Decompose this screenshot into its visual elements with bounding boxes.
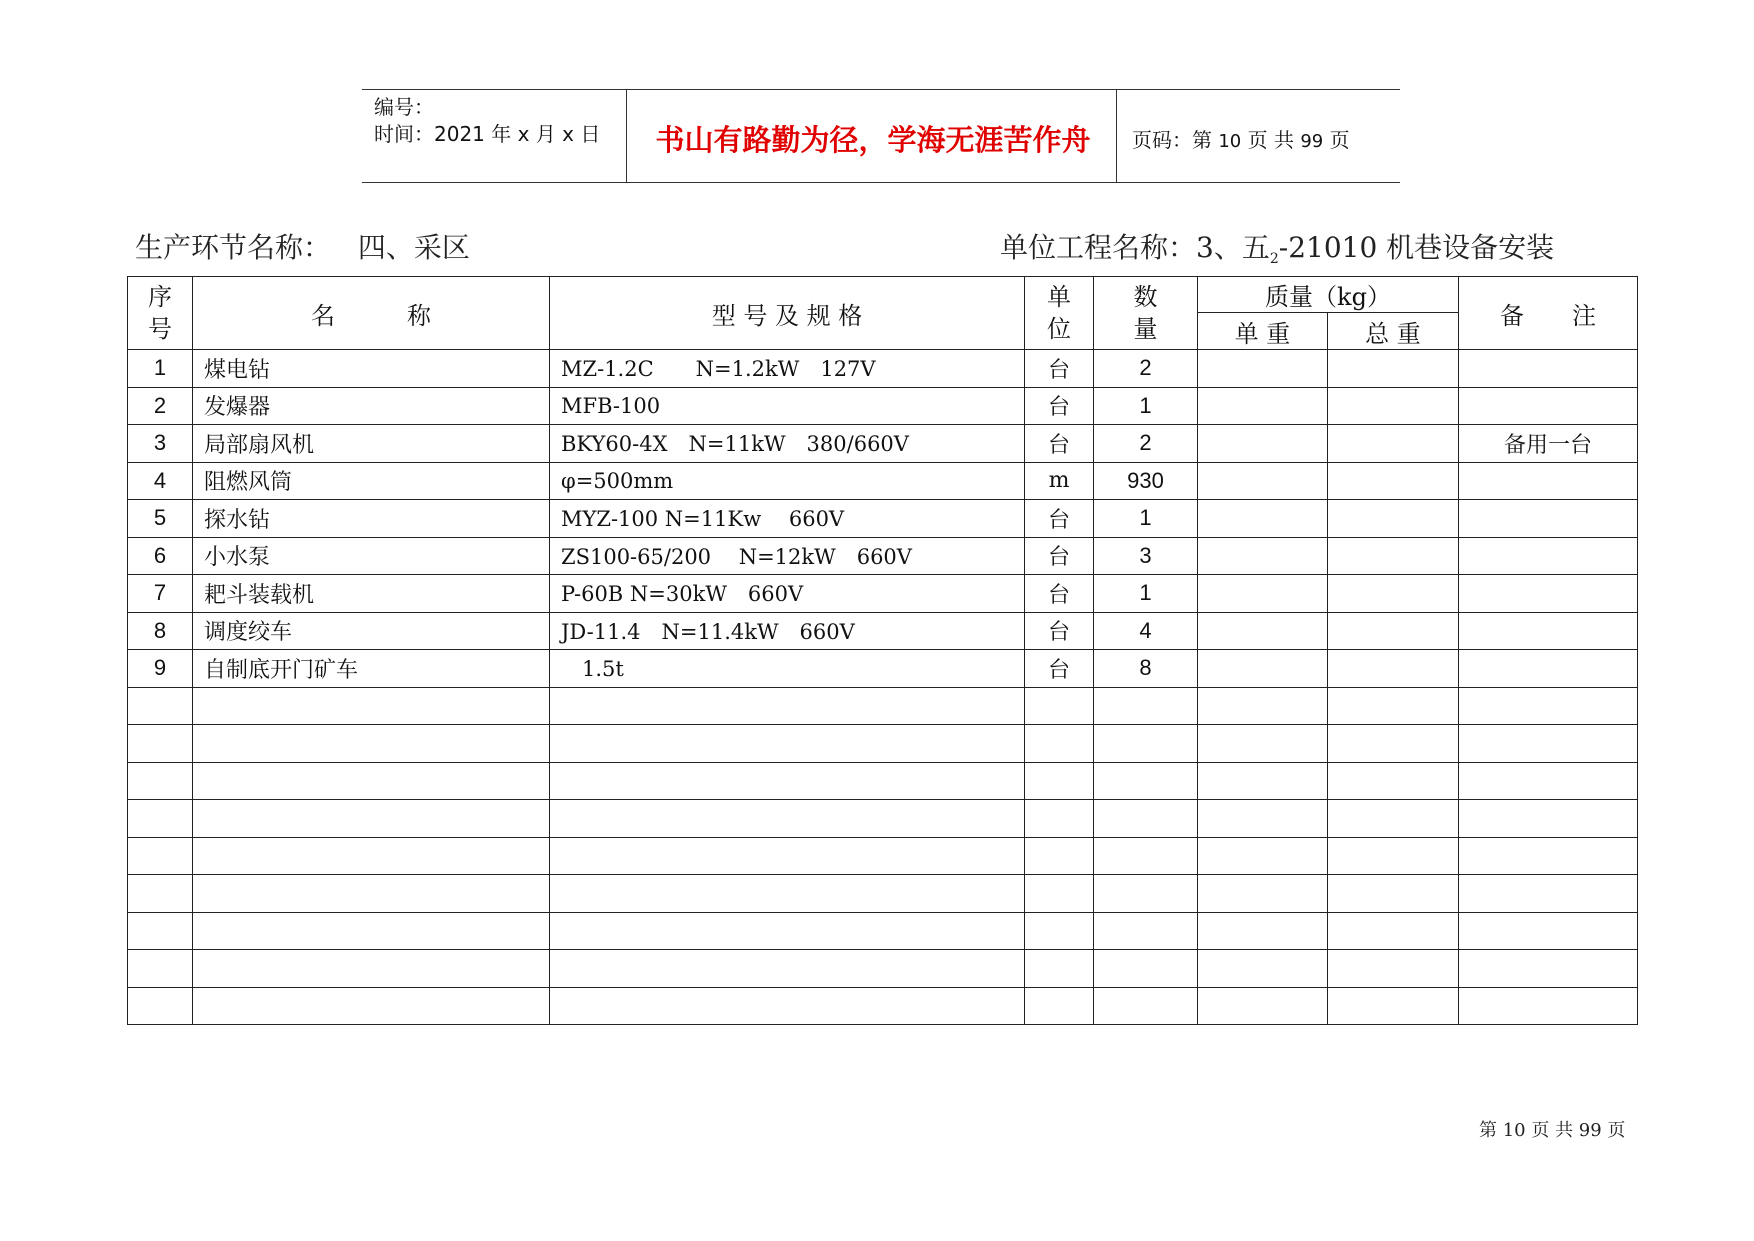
cell-remark <box>1459 537 1638 575</box>
cell-seq <box>128 950 193 988</box>
cell-name: 局部扇风机 <box>193 425 550 463</box>
cell-unit-weight <box>1198 425 1328 463</box>
cell-name <box>193 725 550 763</box>
page-current: 10 <box>1218 131 1242 152</box>
header-qty <box>1094 277 1198 350</box>
cell-name <box>193 950 550 988</box>
table-header-row <box>128 277 1638 313</box>
cell-unit-weight <box>1198 800 1328 838</box>
cell-seq <box>128 687 193 725</box>
cell-unit-weight <box>1198 500 1328 538</box>
cell-name <box>193 800 550 838</box>
cell-unit-weight <box>1198 575 1328 613</box>
header-unit-line2: 位 <box>1047 315 1071 343</box>
cell-total-weight <box>1328 575 1459 613</box>
cell-seq <box>128 762 193 800</box>
cell-remark <box>1459 762 1638 800</box>
unit-rest: -21010 机巷设备安装 <box>1278 231 1555 264</box>
cell-unit-weight <box>1198 537 1328 575</box>
cell-remark <box>1459 687 1638 725</box>
cell-seq <box>128 725 193 763</box>
header-unit-weight: 单 重 <box>1198 313 1328 350</box>
cell-name: 耙斗装载机 <box>193 575 550 613</box>
page-total: 99 <box>1300 131 1324 152</box>
cell-seq <box>128 837 193 875</box>
table-row <box>128 762 1638 800</box>
cell-qty: 2 <box>1094 425 1198 463</box>
cell-remark <box>1459 950 1638 988</box>
cell-seq: 6 <box>128 537 193 575</box>
cell-total-weight <box>1328 800 1459 838</box>
cell-unit: m <box>1025 462 1094 500</box>
cell-name <box>193 912 550 950</box>
table-row <box>128 387 1638 425</box>
cell-total-weight <box>1328 350 1459 388</box>
cell-total-weight <box>1328 425 1459 463</box>
cell-seq: 5 <box>128 500 193 538</box>
table-row <box>128 612 1638 650</box>
cell-qty <box>1094 800 1198 838</box>
cell-remark <box>1459 575 1638 613</box>
cell-name <box>193 987 550 1025</box>
cell-unit: 台 <box>1025 387 1094 425</box>
cell-spec: φ=500mm <box>550 462 1025 500</box>
cell-seq: 1 <box>128 350 193 388</box>
cell-unit-weight <box>1198 687 1328 725</box>
cell-unit-weight <box>1198 387 1328 425</box>
header-remark: 备 注 <box>1459 277 1638 350</box>
cell-unit-weight <box>1198 762 1328 800</box>
cell-total-weight <box>1328 687 1459 725</box>
cell-unit-weight <box>1198 950 1328 988</box>
cell-total-weight <box>1328 837 1459 875</box>
cell-unit <box>1025 875 1094 913</box>
cell-qty: 930 <box>1094 462 1198 500</box>
cell-name <box>193 762 550 800</box>
cell-unit <box>1025 725 1094 763</box>
cell-spec: MYZ-100 N=11Kw 660V <box>550 500 1025 538</box>
page-footer: 第 10 页 共 99 页 <box>1479 1120 1626 1141</box>
table-row <box>128 500 1638 538</box>
table-row <box>128 350 1638 388</box>
cell-qty <box>1094 687 1198 725</box>
cell-seq: 7 <box>128 575 193 613</box>
cell-seq <box>128 912 193 950</box>
cell-spec <box>550 875 1025 913</box>
cell-spec <box>550 687 1025 725</box>
header-total-weight: 总 重 <box>1328 313 1459 350</box>
slogan: 书山有路勤为径，学海无涯苦作舟 <box>655 123 1091 157</box>
cell-name: 发爆器 <box>193 387 550 425</box>
cell-seq <box>128 800 193 838</box>
cell-spec: 1.5t <box>550 650 1025 688</box>
cell-total-weight <box>1328 762 1459 800</box>
cell-qty <box>1094 875 1198 913</box>
cell-total-weight <box>1328 987 1459 1025</box>
cell-unit <box>1025 800 1094 838</box>
cell-qty <box>1094 725 1198 763</box>
cell-unit: 台 <box>1025 575 1094 613</box>
cell-unit-weight <box>1198 987 1328 1025</box>
header-seq-line2: 号 <box>148 315 172 343</box>
cell-name: 煤电钻 <box>193 350 550 388</box>
cell-name: 探水钻 <box>193 500 550 538</box>
header-unit-line1: 单 <box>1047 283 1071 311</box>
header-spec: 型 号 及 规 格 <box>550 277 1025 350</box>
header-qty-line1: 数 <box>1133 283 1158 311</box>
cell-qty: 2 <box>1094 350 1198 388</box>
cell-spec <box>550 912 1025 950</box>
cell-seq: 2 <box>128 387 193 425</box>
cell-name <box>193 875 550 913</box>
header-seq <box>128 277 193 350</box>
cell-spec: P-60B N=30kW 660V <box>550 575 1025 613</box>
cell-unit-weight <box>1198 612 1328 650</box>
cell-total-weight <box>1328 725 1459 763</box>
cell-remark <box>1459 912 1638 950</box>
cell-remark <box>1459 462 1638 500</box>
cell-seq: 9 <box>128 650 193 688</box>
cell-remark <box>1459 500 1638 538</box>
cell-spec <box>550 725 1025 763</box>
cell-name: 自制底开门矿车 <box>193 650 550 688</box>
date-label: 时间：2021 年 x 月 x 日 <box>374 122 601 146</box>
cell-spec: ZS100-65/200 N=12kW 660V <box>550 537 1025 575</box>
cell-seq: 3 <box>128 425 193 463</box>
process-title <box>135 226 470 266</box>
cell-unit-weight <box>1198 725 1328 763</box>
cell-remark <box>1459 725 1638 763</box>
cell-spec: JD-11.4 N=11.4kW 660V <box>550 612 1025 650</box>
cell-unit: 台 <box>1025 537 1094 575</box>
header-divider <box>626 90 627 182</box>
cell-spec <box>550 800 1025 838</box>
cell-spec <box>550 987 1025 1025</box>
process-value: 四、采区 <box>357 231 470 264</box>
cell-remark <box>1459 650 1638 688</box>
cell-qty: 3 <box>1094 537 1198 575</box>
cell-total-weight <box>1328 387 1459 425</box>
cell-qty: 1 <box>1094 387 1198 425</box>
header-qty-line2: 量 <box>1133 315 1158 343</box>
equipment-table <box>127 276 1638 1025</box>
unit-project-title <box>1000 226 1554 267</box>
cell-remark <box>1459 612 1638 650</box>
table-row <box>128 575 1638 613</box>
table-row <box>128 987 1638 1025</box>
cell-qty <box>1094 762 1198 800</box>
cell-unit <box>1025 950 1094 988</box>
cell-qty <box>1094 837 1198 875</box>
cell-unit-weight <box>1198 350 1328 388</box>
cell-qty: 1 <box>1094 575 1198 613</box>
cell-remark <box>1459 837 1638 875</box>
cell-remark <box>1459 350 1638 388</box>
cell-name: 阻燃风筒 <box>193 462 550 500</box>
table-row <box>128 462 1638 500</box>
page-info <box>1132 124 1350 153</box>
table-row <box>128 537 1638 575</box>
table-row <box>128 912 1638 950</box>
cell-name: 调度绞车 <box>193 612 550 650</box>
cell-unit <box>1025 837 1094 875</box>
cell-spec: MZ-1.2C N=1.2kW 127V <box>550 350 1025 388</box>
cell-unit <box>1025 762 1094 800</box>
cell-total-weight <box>1328 537 1459 575</box>
cell-qty <box>1094 912 1198 950</box>
cell-unit: 台 <box>1025 650 1094 688</box>
cell-seq <box>128 875 193 913</box>
page-info-mid: 页 共 <box>1247 128 1294 152</box>
cell-remark <box>1459 987 1638 1025</box>
cell-unit-weight <box>1198 650 1328 688</box>
cell-seq: 8 <box>128 612 193 650</box>
cell-qty <box>1094 987 1198 1025</box>
page-info-prefix: 页码：第 <box>1132 128 1212 152</box>
cell-name <box>193 687 550 725</box>
table-row <box>128 800 1638 838</box>
cell-seq <box>128 987 193 1025</box>
cell-total-weight <box>1328 950 1459 988</box>
cell-total-weight <box>1328 462 1459 500</box>
header-unit <box>1025 277 1094 350</box>
cell-total-weight <box>1328 650 1459 688</box>
cell-unit-weight <box>1198 837 1328 875</box>
header-meta <box>374 94 600 148</box>
table-row <box>128 725 1638 763</box>
cell-remark: 备用一台 <box>1459 425 1638 463</box>
header-name: 名 称 <box>193 277 550 350</box>
header-seq-line1: 序 <box>148 283 172 311</box>
table-row <box>128 875 1638 913</box>
cell-remark <box>1459 387 1638 425</box>
cell-qty: 1 <box>1094 500 1198 538</box>
cell-unit-weight <box>1198 912 1328 950</box>
cell-remark <box>1459 800 1638 838</box>
cell-qty: 8 <box>1094 650 1198 688</box>
process-label: 生产环节名称： <box>135 231 332 264</box>
unit-subscript: 2 <box>1269 251 1279 267</box>
unit-label: 单位工程名称：3、五 <box>1000 231 1270 264</box>
table-row <box>128 425 1638 463</box>
cell-unit <box>1025 912 1094 950</box>
table-row <box>128 950 1638 988</box>
cell-unit: 台 <box>1025 612 1094 650</box>
cell-spec <box>550 762 1025 800</box>
cell-remark <box>1459 875 1638 913</box>
cell-unit: 台 <box>1025 500 1094 538</box>
cell-qty <box>1094 950 1198 988</box>
cell-spec <box>550 950 1025 988</box>
cell-unit: 台 <box>1025 350 1094 388</box>
table-row <box>128 837 1638 875</box>
cell-qty: 4 <box>1094 612 1198 650</box>
cell-spec: BKY60-4X N=11kW 380/660V <box>550 425 1025 463</box>
cell-spec <box>550 837 1025 875</box>
cell-spec: MFB-100 <box>550 387 1025 425</box>
cell-total-weight <box>1328 912 1459 950</box>
cell-seq: 4 <box>128 462 193 500</box>
table-row <box>128 687 1638 725</box>
serial-label: 编号： <box>374 95 434 119</box>
cell-total-weight <box>1328 612 1459 650</box>
cell-total-weight <box>1328 500 1459 538</box>
cell-total-weight <box>1328 875 1459 913</box>
cell-unit <box>1025 687 1094 725</box>
page-info-suffix: 页 <box>1329 128 1350 152</box>
header-mass: 质量（kg） <box>1198 277 1459 313</box>
table-row <box>128 650 1638 688</box>
cell-unit-weight <box>1198 875 1328 913</box>
document-header <box>362 89 1400 183</box>
cell-unit-weight <box>1198 462 1328 500</box>
cell-unit: 台 <box>1025 425 1094 463</box>
cell-name: 小水泵 <box>193 537 550 575</box>
cell-name <box>193 837 550 875</box>
cell-unit <box>1025 987 1094 1025</box>
